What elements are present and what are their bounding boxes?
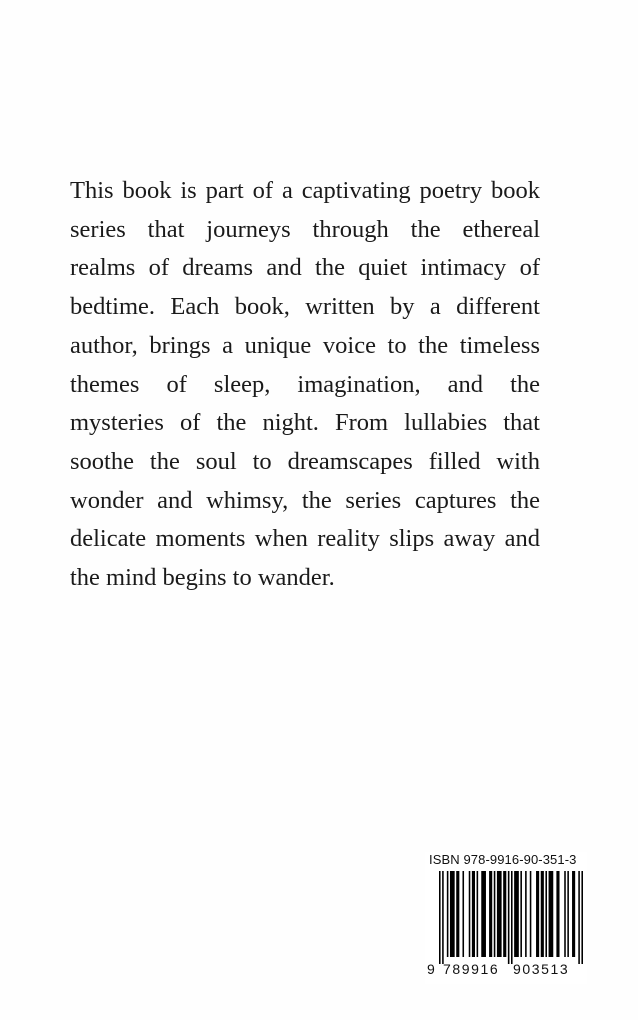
blurb-line: author, brings a unique voice to the timeless [70, 331, 540, 359]
barcode-bar [477, 871, 479, 957]
barcode-bar [567, 871, 569, 957]
barcode-bar [489, 871, 492, 957]
blurb-line: series that journeys through the ethereal [70, 215, 540, 243]
barcode-right-group: 903513 [513, 961, 570, 977]
blurb-line: soothe the soul to dreamscapes filled with [70, 447, 540, 475]
barcode-bar [572, 871, 575, 957]
barcode-bar [497, 871, 502, 957]
barcode-bar [581, 871, 583, 964]
blurb-line: delicate moments when reality slips away and [70, 525, 540, 553]
blurb-line: the mind begins to wander. [70, 564, 335, 592]
blurb-line: themes of sleep, imagination, and the [70, 370, 540, 398]
barcode-bar [564, 871, 566, 957]
barcode-left-group: 789916 [443, 961, 500, 977]
barcode-bar [514, 871, 519, 957]
barcode-bar [447, 871, 449, 957]
isbn-label: ISBN 978-9916-90-351-3 [429, 852, 577, 867]
blurb-line: wonder and whimsy, the series captures the [70, 486, 540, 514]
barcode-bar [556, 871, 559, 957]
barcode-bar [536, 871, 539, 957]
barcode-bar [541, 871, 544, 957]
barcode-bar [545, 871, 547, 957]
barcode-bar [520, 871, 522, 957]
barcode-bar [450, 871, 455, 957]
barcode-bar [462, 871, 464, 957]
barcode-first-digit: 9 [427, 961, 435, 977]
barcode-bar [511, 871, 513, 964]
barcode-bar [549, 871, 554, 957]
barcode-bar [439, 871, 441, 964]
barcode-bar [503, 871, 506, 957]
barcode-bar [530, 871, 532, 957]
barcode-bar [442, 871, 444, 964]
barcode-bar [456, 871, 459, 957]
blurb-line: bedtime. Each book, written by a different [70, 293, 540, 321]
isbn-barcode-block [425, 852, 587, 984]
barcode-bar [481, 871, 486, 957]
barcode-bar [469, 871, 471, 957]
barcode-bar [525, 871, 527, 957]
blurb-line: This book is part of a captivating poetry book [70, 177, 540, 204]
barcode-icon [439, 871, 583, 964]
blurb-line: realms of dreams and the quiet intimacy of [70, 254, 540, 282]
blurb-text [70, 172, 540, 598]
barcode-bar [508, 871, 510, 964]
barcode-bar [494, 871, 496, 957]
barcode-bar [578, 871, 580, 964]
blurb-line: mysteries of the night. From lullabies that [70, 409, 540, 437]
barcode-bar [472, 871, 475, 957]
